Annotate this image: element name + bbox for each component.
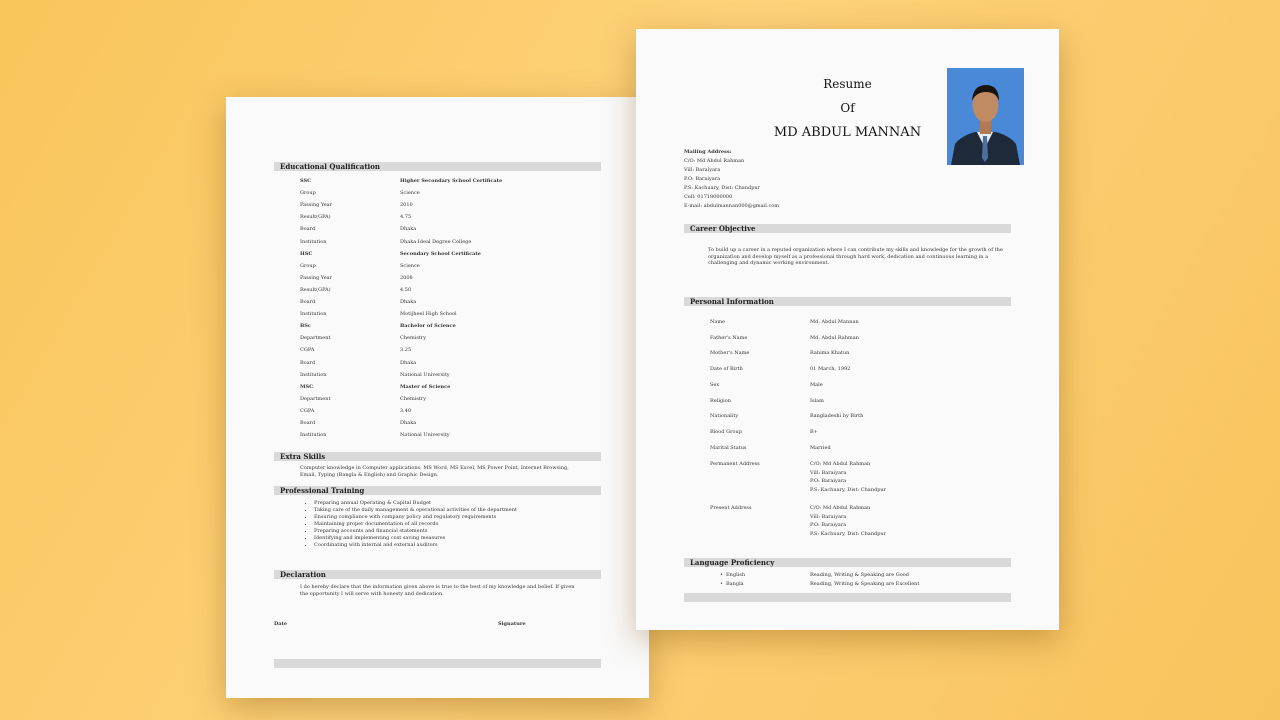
personal-key: Religion <box>710 397 731 404</box>
training-item: • Taking care of the daily management & operational activities of the department <box>314 507 517 514</box>
training-item: • Maintaining proper documentation of all records <box>314 521 517 528</box>
personal-value: Rahima Khatun <box>810 350 850 357</box>
resume-title-of: Of <box>840 101 855 115</box>
section-skills-header: Extra Skills <box>274 452 601 461</box>
education-value: 4.75 <box>400 214 412 221</box>
mailing-line: P.S: Kachuary, Dist: Chandpur <box>684 185 761 191</box>
education-value: Dhaka Ideal Degree College <box>400 238 472 245</box>
education-key: Board <box>300 420 316 426</box>
education-value: 2010 <box>400 202 413 209</box>
resume-title: Resume <box>823 77 872 91</box>
personal-key: Sex <box>710 381 720 388</box>
present-address-line: C/O: Md Abdul Rahman <box>810 505 871 511</box>
profile-photo <box>947 68 1024 165</box>
present-address-line: P.S: Kachuary, Dist: Chandpur <box>810 530 887 537</box>
education-key: Institution <box>300 432 327 439</box>
footer-bar <box>274 659 601 668</box>
education-key: Result(GPA) <box>300 286 331 293</box>
education-value: Motijheel High School <box>400 311 457 318</box>
mailing-line: E-mail: abdulmannan000@gmail.com <box>684 203 779 209</box>
section-career-header: Career Objective <box>684 224 1011 233</box>
training-item: • Identifying and implementing cost saving measures <box>314 535 517 542</box>
resume-name: MD ABDUL MANNAN <box>773 125 922 140</box>
education-key: SSC <box>300 178 312 184</box>
education-value: Dhaka <box>400 226 417 233</box>
personal-value: Male <box>810 381 823 388</box>
personal-key: Blood Group <box>710 428 742 435</box>
language-level: Reading, Writing & Speaking are Excellent <box>810 581 920 587</box>
education-key: Department <box>300 335 331 342</box>
career-objective-text: To build up a career in a reputed organization where I can contribute my skills and knowledge for the growth of the organization and develop myself as a professional through hard work, dedication and continuous learning in a challenging and dynamic working environment. <box>708 247 1003 266</box>
permanent-address-label: Permanent Address <box>710 461 760 467</box>
mailing-line: Vill: Baraiyara <box>684 167 721 173</box>
education-value: Higher Secondary School Certificate <box>400 178 503 184</box>
education-key: Institution <box>300 311 327 318</box>
bullet-icon: • <box>720 581 723 587</box>
personal-value: 01 March, 1992 <box>810 366 851 373</box>
education-value: National University <box>400 371 450 378</box>
education-key: Department <box>300 395 331 402</box>
permanent-address-line: C/O: Md Abdul Rahman <box>810 461 871 467</box>
mailing-line: Cell: 01718000000 <box>684 194 733 200</box>
present-address-line: P.O: Baraiyara <box>810 522 847 528</box>
education-key: Board <box>300 359 316 366</box>
education-key: CGPA <box>300 407 315 414</box>
personal-key: Nationality <box>710 413 739 420</box>
education-value: Bachelor of Science <box>400 323 456 330</box>
training-item: • Preparing accounts and financial statements <box>314 528 517 535</box>
personal-value: Md. Abdul Mannan <box>810 319 859 325</box>
education-key: Institution <box>300 238 327 245</box>
personal-key: Name <box>710 319 726 325</box>
section-training-header: Professional Training <box>274 486 601 495</box>
education-value: Dhaka <box>400 420 417 426</box>
section-language-header: Language Proficiency <box>684 558 1011 567</box>
language-name: English <box>726 572 746 578</box>
education-value: Secondary School Certificate <box>400 250 481 257</box>
personal-value: Islam <box>810 397 824 404</box>
personal-key: Father's Name <box>710 334 748 341</box>
skills-text: Computer knowledge in Computer applications, MS Word, MS Excel, MS Power Point, Internet Browsing, Email, Typing (Bangla & English) and Graphic Design. <box>300 465 569 478</box>
education-value: Dhaka <box>400 359 417 366</box>
permanent-address-line: Vill: Baraiyara <box>810 469 847 476</box>
present-address-label: Present Address <box>710 505 752 511</box>
training-list <box>304 500 517 549</box>
declaration-text: I do hereby declare that the information given above is true to the best of my knowledge and belief. If given the opportunity I will serve with honesty and dedication. <box>300 584 575 597</box>
education-key: HSC <box>300 250 313 257</box>
language-level: Reading, Writing & Speaking are Good <box>810 572 910 578</box>
mailing-line: Mailing Address: <box>684 149 732 155</box>
training-item: • Ensuring compliance with company policy and regulatory requirements <box>314 514 517 521</box>
education-value: Chemistry <box>400 395 427 402</box>
section-personal-header: Personal Information <box>684 297 1011 306</box>
education-value: 4.50 <box>400 286 412 293</box>
date-label: Date <box>274 621 288 627</box>
section-declaration-header: Declaration <box>274 570 601 579</box>
education-key: Passing Year <box>300 202 333 209</box>
education-value: Dhaka <box>400 299 417 305</box>
education-value: 3.25 <box>400 347 412 354</box>
training-item: • Preparing annual Operating & Capital Budget <box>314 500 517 507</box>
education-value: Master of Science <box>400 383 451 390</box>
bullet-icon: • <box>720 572 723 578</box>
personal-key: Marital Status <box>710 444 747 451</box>
personal-key: Date of Birth <box>710 366 743 373</box>
education-key: Institution <box>300 371 327 378</box>
education-key: Board <box>300 299 316 305</box>
education-value: Science <box>400 262 420 269</box>
education-key: CGPA <box>300 347 315 354</box>
resume-page-two <box>226 97 649 698</box>
education-value: 3.40 <box>400 407 412 414</box>
personal-value: Married <box>810 444 831 451</box>
personal-value: Md. Abdul Rahman <box>810 334 859 341</box>
footer-bar <box>684 593 1011 602</box>
training-item: • Coordinating with internal and external auditors <box>314 542 517 549</box>
education-key: MSC <box>300 383 314 390</box>
education-value: Science <box>400 190 420 197</box>
permanent-address-line: P.S: Kachuary, Dist: Chandpur <box>810 486 887 493</box>
personal-value: B+ <box>810 428 818 435</box>
education-value: National University <box>400 432 450 439</box>
section-education-header: Educational Qualification <box>274 162 601 171</box>
language-name: Bangla <box>726 581 744 587</box>
mailing-line: P.O: Baraiyara <box>684 176 721 182</box>
education-key: Group <box>300 190 316 197</box>
education-value: 2008 <box>400 274 413 281</box>
education-key: BSc <box>300 323 311 330</box>
education-key: Passing Year <box>300 274 333 281</box>
education-key: Group <box>300 262 316 269</box>
personal-value: Bangladeshi by Birth <box>810 413 864 420</box>
education-key: Result(GPA) <box>300 214 331 221</box>
education-value: Chemistry <box>400 335 427 342</box>
permanent-address-line: P.O: Baraiyara <box>810 478 847 484</box>
signature-label: Signature <box>498 621 526 627</box>
education-key: Board <box>300 226 316 233</box>
present-address-line: Vill: Baraiyara <box>810 513 847 520</box>
personal-key: Mother's Name <box>710 350 750 357</box>
resume-page-one <box>636 29 1059 630</box>
mailing-line: C/O: Md Abdul Rahman <box>684 158 745 164</box>
